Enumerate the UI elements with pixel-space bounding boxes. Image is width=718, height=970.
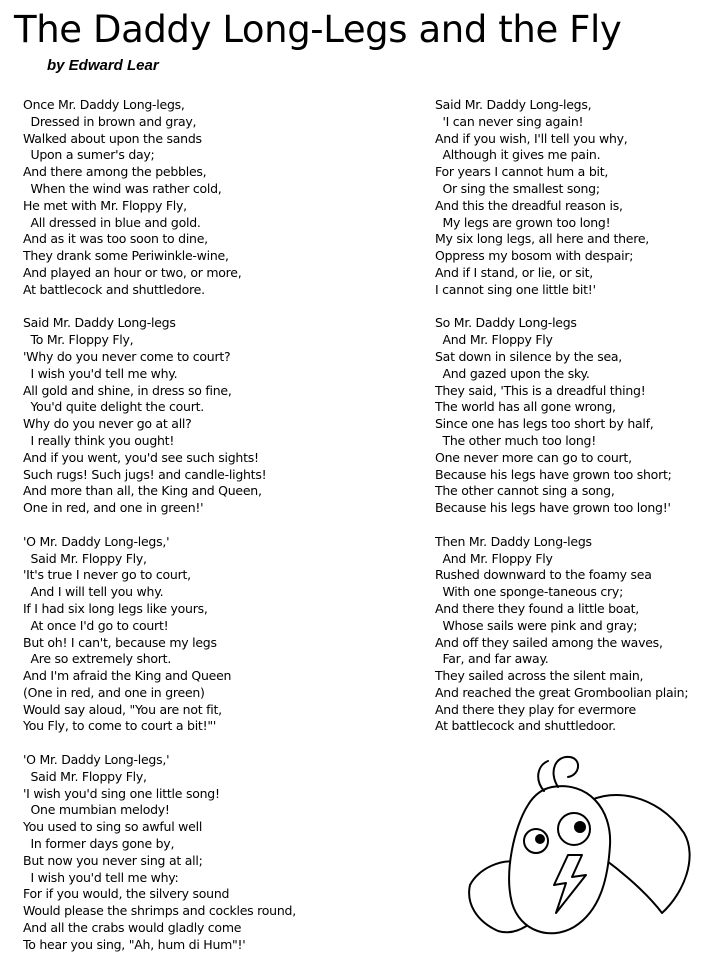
poem-line: 'O Mr. Daddy Long-legs,' [23,752,170,768]
poem-line: He met with Mr. Floppy Fly, [23,197,187,213]
poem-line: In former days gone by, [23,836,175,852]
poem-line: And Mr. Floppy Fly [435,332,553,348]
poem-column-right [435,97,688,752]
poem-stanza [435,534,688,736]
author-byline: by Edward Lear [47,57,159,74]
poem-line: At battlecock and shuttledore. [23,281,205,297]
poem-line: And this the dreadful reason is, [435,197,623,213]
poem-line: I wish you'd tell me why. [23,365,178,381]
poem-column-left [23,97,296,970]
poem-line: One in red, and one in green!' [23,500,204,516]
poem-line: And gazed upon the sky. [435,365,590,381]
poem-line: And Mr. Floppy Fly [435,550,553,566]
poem-line: And there they found a little boat, [435,600,639,616]
poem-line: Then Mr. Daddy Long-legs [435,533,592,549]
poem-line: Rushed downward to the foamy sea [435,567,652,583]
poem-line: And I will tell you why. [23,584,164,600]
poem-line: So Mr. Daddy Long-legs [435,315,577,331]
poem-line: They said, 'This is a dreadful thing! [435,382,646,398]
poem-line: Oppress my bosom with despair; [435,248,634,264]
fly-head-curl [554,757,579,787]
poem-line: With one sponge-taneous cry; [435,584,624,600]
poem-line: Would please the shrimps and cockles round, [23,903,296,919]
poem-title: The Daddy Long-Legs and the Fly [14,8,622,51]
poem-line: I cannot sing one little bit!' [435,281,596,297]
poem-line: Although it gives me pain. [435,147,601,163]
poem-line: (One in red, and one in green) [23,684,205,700]
poem-stanza [435,97,688,299]
poem-stanza [23,97,296,299]
poem-line: Upon a sumer's day; [23,147,155,163]
poem-line: Or sing the smallest song; [435,180,600,196]
poem-line: For if you would, the silvery sound [23,886,230,902]
poem-line: And if you wish, I'll tell you why, [435,130,628,146]
floppy-fly-illustration [462,745,702,950]
poem-line: Whose sails were pink and gray; [435,617,638,633]
poem-line: And I'm afraid the King and Queen [23,668,232,684]
poem-line: I wish you'd tell me why: [23,869,179,885]
poem-line: When the wind was rather cold, [23,180,222,196]
poem-line: My six long legs, all here and there, [435,231,650,247]
poem-line: They drank some Periwinkle-wine, [23,248,229,264]
poem-line: Because his legs have grown too short; [435,466,672,482]
poem-line: Since one has legs too short by half, [435,416,654,432]
poem-line: If I had six long legs like yours, [23,600,208,616]
poem-line: And all the crabs would gladly come [23,920,242,936]
poem-line: At once I'd go to court! [23,617,169,633]
poem-line: Would say aloud, "You are not fit, [23,701,222,717]
poem-line: But oh! I can't, because my legs [23,634,217,650]
poem-stanza [435,315,688,517]
poem-line: Said Mr. Daddy Long-legs [23,315,176,331]
poem-line: To Mr. Floppy Fly, [23,332,134,348]
poem-line: 'O Mr. Daddy Long-legs,' [23,533,170,549]
poem-line: 'It's true I never go to court, [23,567,191,583]
poem-line: And if I stand, or lie, or sit, [435,264,593,280]
poem-line: And there among the pebbles, [23,164,207,180]
poem-line: Said Mr. Daddy Long-legs, [435,97,592,112]
poem-line: And as it was too soon to dine, [23,231,208,247]
poem-line: At battlecock and shuttledoor. [435,718,616,734]
poem-line: One mumbian melody! [23,802,170,818]
poem-line: You'd quite delight the court. [23,399,204,415]
poem-line: 'I wish you'd sing one little song! [23,785,220,801]
poem-line: And reached the great Gromboolian plain; [435,684,689,700]
poem-line: And more than all, the King and Queen, [23,483,262,499]
poem-line: The other much too long! [435,432,596,448]
poem-line: 'Why do you never come to court? [23,348,231,364]
poem-line: Sat down in silence by the sea, [435,348,623,364]
poem-stanza [23,315,296,517]
poem-line: And played an hour or two, or more, [23,264,242,280]
poem-line: My legs are grown too long! [435,214,611,230]
poem-line: 'I can never sing again! [435,113,584,129]
poem-line: And off they sailed among the waves, [435,634,663,650]
poem-line: They sailed across the silent main, [435,668,644,684]
poem-line: Such rugs! Such jugs! and candle-lights! [23,466,267,482]
poem-line: And there they play for evermore [435,701,636,717]
fly-antenna [538,761,548,791]
poem-line: You used to sing so awful well [23,819,203,835]
poem-line: I really think you ought! [23,432,175,448]
poem-line: All gold and shine, in dress so fine, [23,382,232,398]
poem-line: Why do you never go at all? [23,416,192,432]
poem-line: All dressed in blue and gold. [23,214,201,230]
poem-stanza [23,534,296,736]
poem-line: Once Mr. Daddy Long-legs, [23,97,185,112]
poem-stanza [23,752,296,954]
poem-line: Said Mr. Floppy Fly, [23,550,147,566]
poem-line: Are so extremely short. [23,651,172,667]
poem-line: Dressed in brown and gray, [23,113,197,129]
poem-line: The other cannot sing a song, [435,483,615,499]
poem-line: Far, and far away. [435,651,549,667]
poem-line: Said Mr. Floppy Fly, [23,768,147,784]
poem-line: But now you never sing at all; [23,852,203,868]
fly-body [509,786,610,933]
poem-line: To hear you sing, "Ah, hum di Hum"!' [23,936,246,952]
poem-line: For years I cannot hum a bit, [435,164,609,180]
poem-line: Walked about upon the sands [23,130,202,146]
poem-line: And if you went, you'd see such sights! [23,449,259,465]
poem-line: One never more can go to court, [435,449,632,465]
poem-line: The world has all gone wrong, [435,399,616,415]
poem-line: Because his legs have grown too long!' [435,500,671,516]
poem-line: You Fly, to come to court a bit!"' [23,718,217,734]
